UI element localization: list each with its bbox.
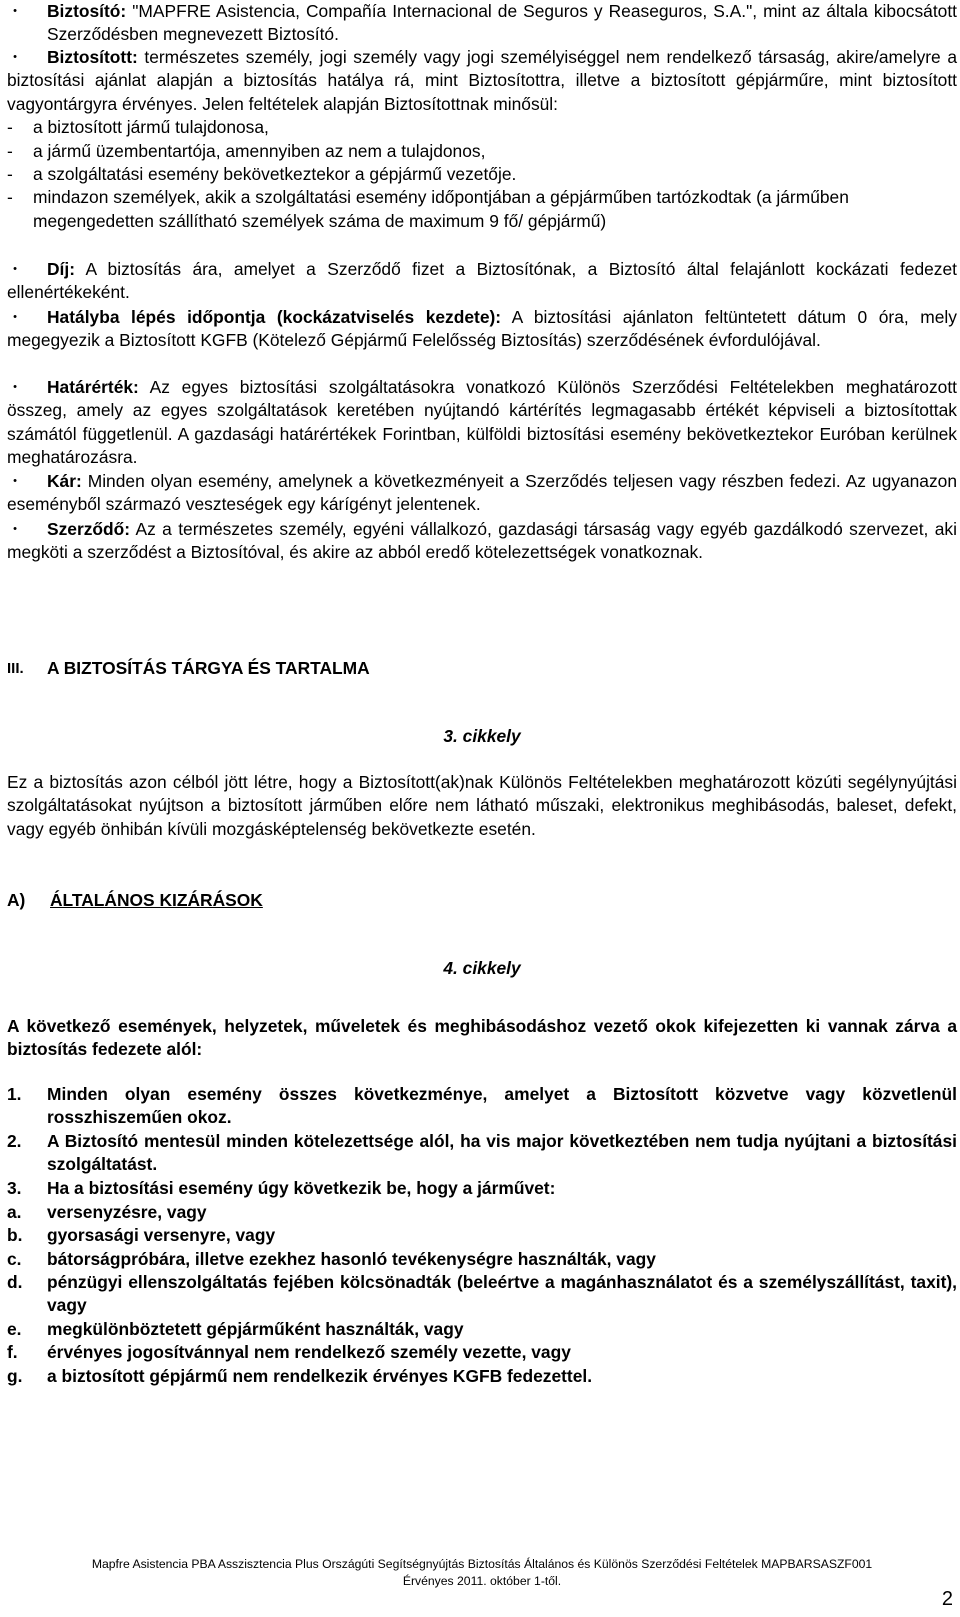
footer-line-2: Érvényes 2011. október 1-től. bbox=[402, 1574, 562, 1588]
definition-biztositott bbox=[7, 46, 957, 233]
definition-term: Díj: bbox=[47, 259, 76, 279]
list-item: - a szolgáltatási esemény bekövetkeztekor a gépjármű vezetője. bbox=[7, 164, 517, 184]
subsection-letter: A) bbox=[7, 890, 26, 910]
insured-subitem-list bbox=[7, 116, 957, 233]
definition-term: Biztosított: bbox=[47, 47, 138, 67]
definition-hatalyba-lepes bbox=[7, 306, 957, 353]
definition-szerzodo bbox=[7, 518, 957, 565]
list-item: - a jármű üzembentartója, amennyiben az nem a tulajdonos, bbox=[7, 140, 486, 161]
list-item: - mindazon személyek, akik a szolgáltatási esemény időpontjában a gépjárműben tartózkodtak (a járműben megengedetten szállítható személyek száma de maximum 9 fő/ gépjármű) bbox=[7, 187, 849, 231]
article-3-body: Ez a biztosítás azon célból jött létre, hogy a Biztosított(ak)nak Különös Feltételekben meghatározott közúti segélynyújtási szolgáltatásokat nyújtson a biztosított járműben előre nem látható műszaki, elektronikus meghibásodás, baleset, defekt, vagy egyéb önhibán kívüli mozgásképtelenség bekövetkezte esetén. bbox=[7, 772, 957, 839]
bullet-icon: • bbox=[13, 5, 17, 17]
definition-text: Díj: A biztosítás ára, amelyet a Szerződő fizet a Biztosítónak, a Biztosító által felajánlott kockázati fedezet ellenértékeként. bbox=[7, 259, 957, 303]
list-item: - a biztosított jármű tulajdonosa, bbox=[7, 117, 269, 138]
subsection-title: ÁLTALÁNOS KIZÁRÁSOK bbox=[50, 890, 263, 910]
definition-text: Hatályba lépés időpontja (kockázatviselés kezdete): A biztosítási ajánlaton feltüntetett dátum 0 óra, mely megegyezik a Biztosított KGFB (Kötelező Gépjármű Felelősség Biztosítás) szerződésének évfordulójával. bbox=[7, 307, 957, 351]
definition-term: Határérték: bbox=[47, 377, 139, 397]
article-4-heading: 4. cikkely bbox=[443, 958, 521, 978]
section-title: A BIZTOSÍTÁS TÁRGYA ÉS TARTALMA bbox=[47, 658, 370, 678]
page-number: 2 bbox=[941, 1588, 953, 1610]
bullet-icon: • bbox=[13, 263, 17, 275]
definition-term: Szerződő: bbox=[47, 519, 131, 539]
footer bbox=[7, 1556, 957, 1590]
definition-biztosito bbox=[7, 0, 957, 47]
definition-text: Szerződő: Az a természetes személy, egyéni vállalkozó, gazdasági társaság vagy egyéb gazdálkodó szervezet, aki megköti a szerződést a Biztosítóval, és akire az abból eredő kötelezettségek vonatkoznak. bbox=[7, 519, 957, 563]
bullet-icon: • bbox=[13, 381, 17, 393]
section-number: III. bbox=[7, 660, 24, 677]
definition-hatarertek bbox=[7, 376, 957, 470]
definition-kar bbox=[7, 470, 957, 517]
bullet-icon: • bbox=[13, 311, 17, 323]
definition-text: Biztosító: "MAPFRE Asistencia, Compañía Internacional de Seguros y Reaseguros, S.A.", mint az általa kibocsátott Szerződésben megnevezett Biztosító. bbox=[47, 1, 957, 45]
bullet-icon: • bbox=[13, 523, 17, 535]
bullet-icon: • bbox=[13, 475, 17, 487]
definition-term: Kár: bbox=[47, 471, 82, 491]
definition-term: Hatályba lépés időpontja (kockázatviselés kezdete): bbox=[47, 307, 502, 327]
article-3-heading: 3. cikkely bbox=[443, 726, 521, 746]
footer-line-1: Mapfre Asistencia PBA Asszisztencia Plus Országúti Segítségnyújtás Biztosítás Általános és Különös Szerződési Feltételek MAPBARSASZF001 bbox=[91, 1557, 873, 1571]
definition-text: Kár: Minden olyan esemény, amelynek a következményeit a Szerződés teljesen vagy részben fedezi. Az ugyanazon eseményből származó veszteségek egy kárígényt jelentenek. bbox=[7, 471, 957, 515]
definition-dij bbox=[7, 258, 957, 305]
definition-text: Biztosított: természetes személy, jogi személy vagy jogi személyiséggel nem rendelkező társaság, akire/amelyre a biztosítási ajánlat alapján a biztosítás hatálya rá, mint Biztosítottra, illetve a biztosított gépjárműre, mint biztosított vagyontárgyra érvényes. Jelen feltételek alapján Biztosítottnak minősül: bbox=[7, 47, 957, 114]
definition-text: Határérték: Az egyes biztosítási szolgáltatásokra vonatkozó Különös Szerződési Feltételekben meghatározott összeg, amely az egyes szolgáltatások keretében nyújtandó kártérítés legmagasabb értékét képviseli a biztosítottak számától függetlenül. A gazdasági határértékek Forintban, külföldi biztosítási esemény bekövetkeztekor Euróban kerülnek meghatározásra. bbox=[7, 377, 957, 468]
definition-term: Biztosító: bbox=[47, 1, 127, 21]
article-4-intro: A következő események, helyzetek, műveletek és meghibásodáshoz vezető okok kifejezetten ki vannak zárva a biztosítás fedezete alól: bbox=[7, 1016, 957, 1060]
bullet-icon: • bbox=[13, 51, 17, 63]
